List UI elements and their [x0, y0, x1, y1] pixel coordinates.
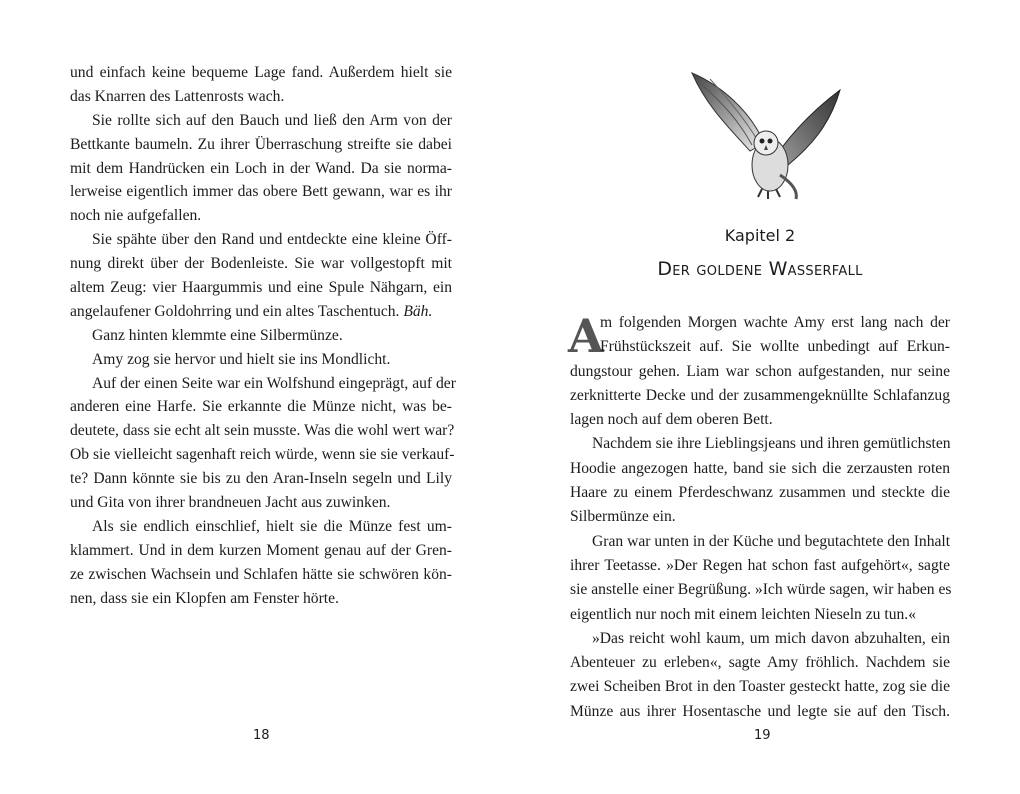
line-text: Nachdem sie ihre Lieblingsjeans und ihren gemütlichsten [592, 435, 951, 453]
page-number: 18 [253, 728, 270, 743]
text-line [570, 700, 950, 724]
text-line [70, 515, 452, 539]
text-line [70, 467, 452, 491]
text-line [70, 157, 452, 181]
text-line [70, 587, 452, 611]
line-text: Silbermünze ein. [570, 508, 676, 526]
right-page-body [570, 311, 950, 724]
text-line [570, 554, 950, 578]
line-text: und einfach keine bequeme Lage fand. Außerdem hielt sie [70, 64, 452, 81]
line-text: nung direkt über der Bodenleiste. Sie war vollgestopft mit [70, 255, 452, 273]
text-line [570, 578, 950, 602]
line-text: ze zwischen Wachsein und Schlafen hätte sie schwören kön- [70, 565, 452, 583]
text-line [70, 443, 455, 467]
line-text: Hoodie angezogen hatte, band sie sich die zerzausten roten [570, 459, 950, 477]
text-line [570, 432, 950, 456]
line-text: Gran war unten in der Küche und begutachtete den Inhalt [592, 532, 951, 550]
line-text: Ganz hinten klemmte eine Silbermünze. [92, 326, 343, 344]
text-line [570, 627, 950, 651]
text-line [570, 675, 950, 699]
text-line [570, 651, 950, 675]
text-line [570, 408, 950, 432]
line-text: klammert. Und in dem kurzen Moment genau auf der Gren- [70, 541, 452, 559]
line-text: »Das reicht wohl kaum, um mich davon abzuhalten, ein [592, 629, 950, 647]
text-line [570, 481, 950, 505]
chapter-title: Der goldene Wasserfall [657, 258, 863, 280]
line-text: te? Dann könnte sie bis zu den Aran-Inseln segeln und Lily [70, 470, 452, 488]
page-number: 19 [754, 728, 771, 743]
text-line [70, 372, 456, 396]
text-line [570, 530, 950, 554]
line-text: anderen eine Harfe. Sie erkannte die Münze nicht, was be- [70, 398, 452, 416]
line-text: Ob sie vielleicht sagenhaft reich würde, wenn sie sie verkauf- [70, 446, 455, 464]
line-text: deutete, dass sie echt alt sein musste. Was die wohl wert war? [70, 422, 455, 440]
line-text: sie anstelle einer Begrüßung. »Ich würde sagen, wir haben es [570, 581, 952, 599]
line-text: ihrer Teetasse. »Der Regen hat schon fast aufgehört«, sagte [570, 556, 950, 574]
line-text: zerknitterte Decke und der zusammengeknüllte Schlafanzug [570, 386, 950, 404]
text-line [70, 539, 452, 563]
line-text: altem Zeug: vier Haargummis und eine Spule Nähgarn, ein [70, 279, 452, 297]
line-text: Auf der einen Seite war ein Wolfshund eingeprägt, auf der [92, 374, 456, 392]
text-line [570, 360, 950, 384]
text-line [70, 300, 452, 324]
line-text: zwei Scheiben Brot in den Toaster gesteckt hatte, zog sie die [570, 678, 950, 696]
line-text: m folgenden Morgen wachte Amy erst lang nach der [600, 314, 950, 331]
line-text: Haare zu einem Pferdeschwanz zusammen und steckte die [570, 484, 950, 502]
text-line [70, 180, 452, 204]
text-line [70, 252, 452, 276]
text-line [70, 276, 452, 300]
line-text: noch nie aufgefallen. [70, 207, 202, 225]
text-line [70, 348, 452, 372]
text-line [570, 311, 950, 335]
line-text: und Gita von ihrer brandneuen Jacht aus zuwinken. [70, 494, 391, 512]
line-text: angelaufener Goldohrring und ein altes Taschentuch. [70, 302, 400, 320]
line-text: Münze aus ihrer Hosentasche und legte sie auf den Tisch. [570, 702, 950, 720]
line-text: Sie rollte sich auf den Bauch und ließ den Arm von der [92, 111, 452, 129]
text-line [70, 563, 452, 587]
text-line [570, 505, 950, 529]
text-line [70, 61, 452, 85]
left-page-body [70, 61, 456, 610]
text-line [70, 204, 452, 228]
text-line [570, 603, 950, 627]
text-line [70, 419, 455, 443]
owl-illustration [680, 65, 850, 205]
text-line [70, 133, 452, 157]
line-text: mit dem Handrücken ein Loch in der Wand. Da sie norma- [70, 159, 452, 177]
line-text: nen, dass sie ein Klopfen am Fenster hörte. [70, 589, 339, 607]
text-line [70, 85, 452, 109]
line-text: das Knarren des Lattenrosts wach. [70, 87, 285, 105]
italic-text: Bäh. [403, 302, 433, 320]
line-text: Amy zog sie hervor und hielt sie ins Mondlicht. [92, 350, 391, 368]
line-text: eigentlich nur noch mit einem leichten Nieseln zu tun.« [570, 605, 916, 623]
line-text: Abenteuer zu erleben«, sagte Amy fröhlich. Nachdem sie [570, 654, 950, 672]
text-line [70, 491, 452, 515]
text-line [70, 109, 452, 133]
text-line [570, 384, 950, 408]
text-line [70, 228, 452, 252]
text-line [570, 335, 950, 359]
line-text: Frühstückszeit auf. Sie wollte unbedingt auf Erkun- [600, 338, 950, 356]
line-text: lagen noch auf dem oberen Bett. [570, 411, 773, 429]
line-text: Als sie endlich einschlief, hielt sie die Münze fest um- [92, 517, 452, 535]
line-text: lerweise eigentlich immer das obere Bett gewann, war es ihr [70, 183, 452, 201]
line-text: Sie spähte über den Rand und entdeckte eine kleine Öff- [92, 231, 452, 249]
text-line [570, 457, 950, 481]
text-line [70, 395, 452, 419]
text-line [70, 324, 452, 348]
line-text: dungstour gehen. Liam war schon aufgestanden, nur seine [570, 362, 950, 380]
drop-cap: A [568, 309, 604, 363]
line-text: Bettkante baumeln. Zu ihrer Überraschung streifte sie dabei [70, 135, 452, 153]
chapter-number: Kapitel 2 [724, 226, 796, 245]
